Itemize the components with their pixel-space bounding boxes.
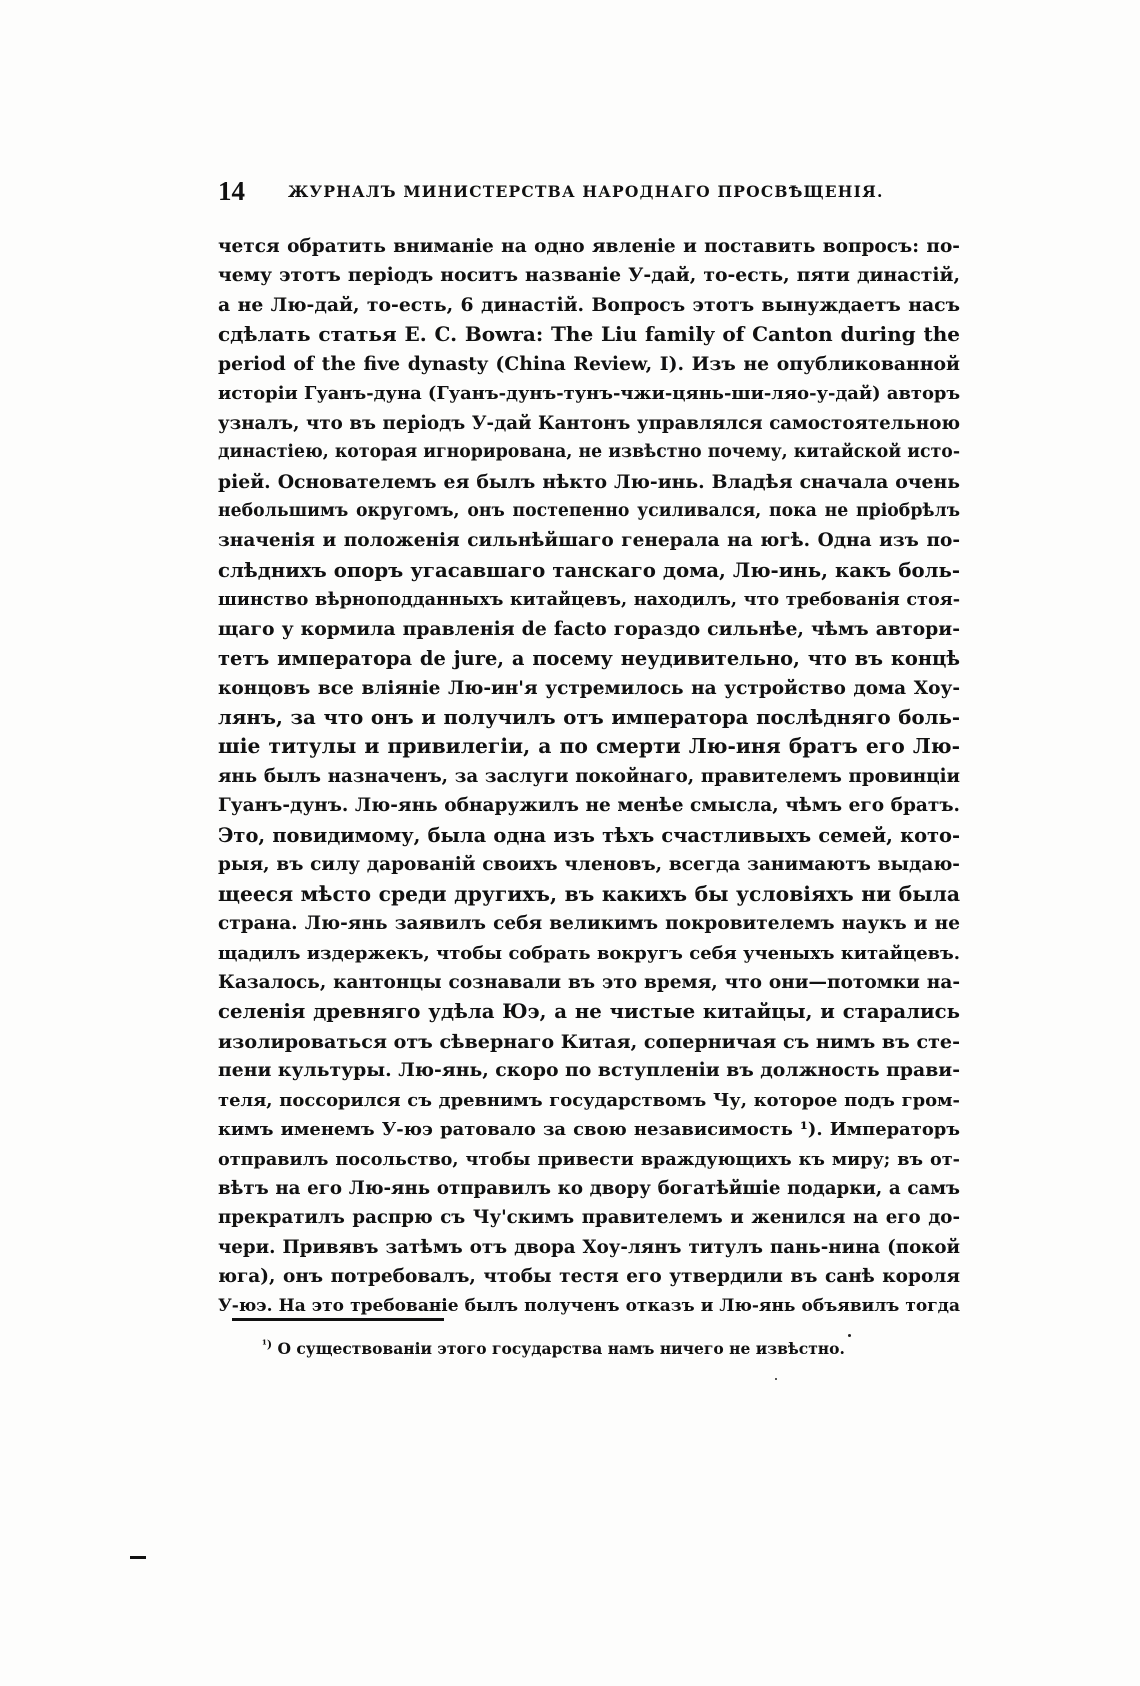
footnote-rule (232, 1318, 444, 1321)
text-line: концовъ все вліяніе Лю-ин'я устремилось на устройство дома Хоу- (218, 677, 960, 699)
text-line: щадилъ издержекъ, чтобы собрать вокругъ себя ученыхъ китайцевъ. (218, 942, 960, 964)
footnote (262, 1338, 845, 1358)
text-line: исторіи Гуанъ-дуна (Гуанъ-дунъ-тунъ-чжи-цянь-ши-ляо-у-дай) авторъ (218, 383, 960, 405)
text-line: чери. Привявъ затѣмъ отъ двора Хоу-лянъ титулъ пань-нина (покой (218, 1236, 960, 1258)
text-line: чему этотъ періодъ носитъ названіе У-дай, то-есть, пяти династій, (218, 264, 960, 287)
print-speck (775, 1378, 777, 1380)
text-line: отправилъ посольство, чтобы привести враждующихъ къ миру; въ от- (218, 1148, 960, 1170)
text-line: У-юэ. На это требованіе былъ полученъ отказъ и Лю-янь объявилъ тогда (218, 1295, 960, 1316)
text-line: ріей. Основателемъ ея былъ нѣкто Лю-инь. Владѣя сначала очень (218, 470, 960, 493)
text-line: страна. Лю-янь заявилъ себя великимъ покровителемъ наукъ и не (218, 913, 960, 935)
text-line: тетъ императора de jure, а посему неудивительно, что въ концѣ (218, 647, 960, 671)
text-line: теля, поссорился съ древнимъ государствомъ Чу, которое подъ гром- (218, 1089, 960, 1111)
running-head: ЖУРНАЛЪ МИНИСТЕРСТВА НАРОДНАГО ПРОСВѢЩЕНІЯ. (288, 182, 884, 201)
text-line: шинство вѣрноподданныхъ китайцевъ, находилъ, что требованія стоя- (218, 589, 960, 611)
text-line: пени культуры. Лю-янь, скоро по вступленіи въ должность прави- (218, 1059, 960, 1082)
text-line: вѣтъ на его Лю-янь отправилъ ко двору богатѣйшіе подарки, а самъ (218, 1178, 960, 1199)
text-line: Казалось, кантонцы сознавали въ это время, что они—потомки на- (218, 971, 960, 993)
text-line: селенія древняго удѣла Юэ, а не чистые китайцы, и старались (218, 1000, 960, 1024)
text-line: щееся мѣсто среди другихъ, въ какихъ бы условіяхъ ни была (218, 881, 960, 906)
footnote-marker: ¹) (262, 1338, 273, 1351)
text-line: лянъ, за что онъ и получилъ отъ императора послѣдняго боль- (218, 706, 960, 729)
margin-dash (130, 1556, 146, 1559)
text-line: кимъ именемъ У-юэ ратовало за свою независимость ¹). Императоръ (218, 1119, 960, 1141)
text-line: сдѣлать статья E. C. Bowra: The Liu family of Canton during the (218, 322, 960, 347)
footnote-text: О существованіи этого государства намъ ничего не извѣстно. (277, 1339, 845, 1359)
text-line: узналъ, что въ періодъ У-дай Кантонъ управлялся самостоятельною (218, 412, 960, 434)
text-line: Это, повидимому, была одна изъ тѣхъ счастливыхъ семей, кото- (218, 823, 960, 847)
text-line: династіею, которая игнорирована, не извѣстно почему, китайской исто- (218, 442, 960, 463)
text-line: шіе титулы и привилегіи, а по смерти Лю-иня братъ его Лю- (218, 734, 960, 759)
text-line: чется обратить вниманіе на одно явленіе и поставить вопросъ: по- (218, 236, 960, 257)
text-line: юга), онъ потребовалъ, чтобы тестя его утвердили въ санѣ короля (218, 1266, 960, 1288)
text-line: янь былъ назначенъ, за заслуги покойнаго, правителемъ провинціи (218, 765, 960, 787)
text-line: изолироваться отъ сѣвернаго Китая, соперничая съ нимъ въ сте- (218, 1029, 960, 1053)
print-speck (848, 1334, 851, 1337)
text-line: слѣднихъ опоръ угасавшаго танскаго дома, Лю-инь, какъ боль- (218, 558, 960, 582)
text-line: а не Лю-дай, то-есть, 6 династій. Вопросъ этотъ вынуждаетъ насъ (218, 293, 960, 316)
text-line: прекратилъ распрю съ Чу'скимъ правителемъ и женился на его до- (218, 1207, 960, 1229)
body-text (218, 232, 960, 1321)
text-line: щаго у кормила правленія de facto гораздо сильнѣе, чѣмъ автори- (218, 617, 960, 640)
text-line: небольшимъ округомъ, онъ постепенно усиливался, пока не пріобрѣлъ (218, 500, 960, 521)
page-header (218, 176, 958, 216)
page-number: 14 (218, 176, 245, 206)
text-line: period of the five dynasty (China Review, I). Изъ не опубликованной (218, 352, 960, 375)
text-line: Гуанъ-дунъ. Лю-янь обнаружилъ не менѣе смысла, чѣмъ его братъ. (218, 795, 960, 817)
text-line: значенія и положенія сильнѣйшаго генерала на югѣ. Одна изъ по- (218, 530, 960, 552)
text-line: рыя, въ силу дарованій своихъ членовъ, всегда занимаютъ выдаю- (218, 854, 960, 876)
